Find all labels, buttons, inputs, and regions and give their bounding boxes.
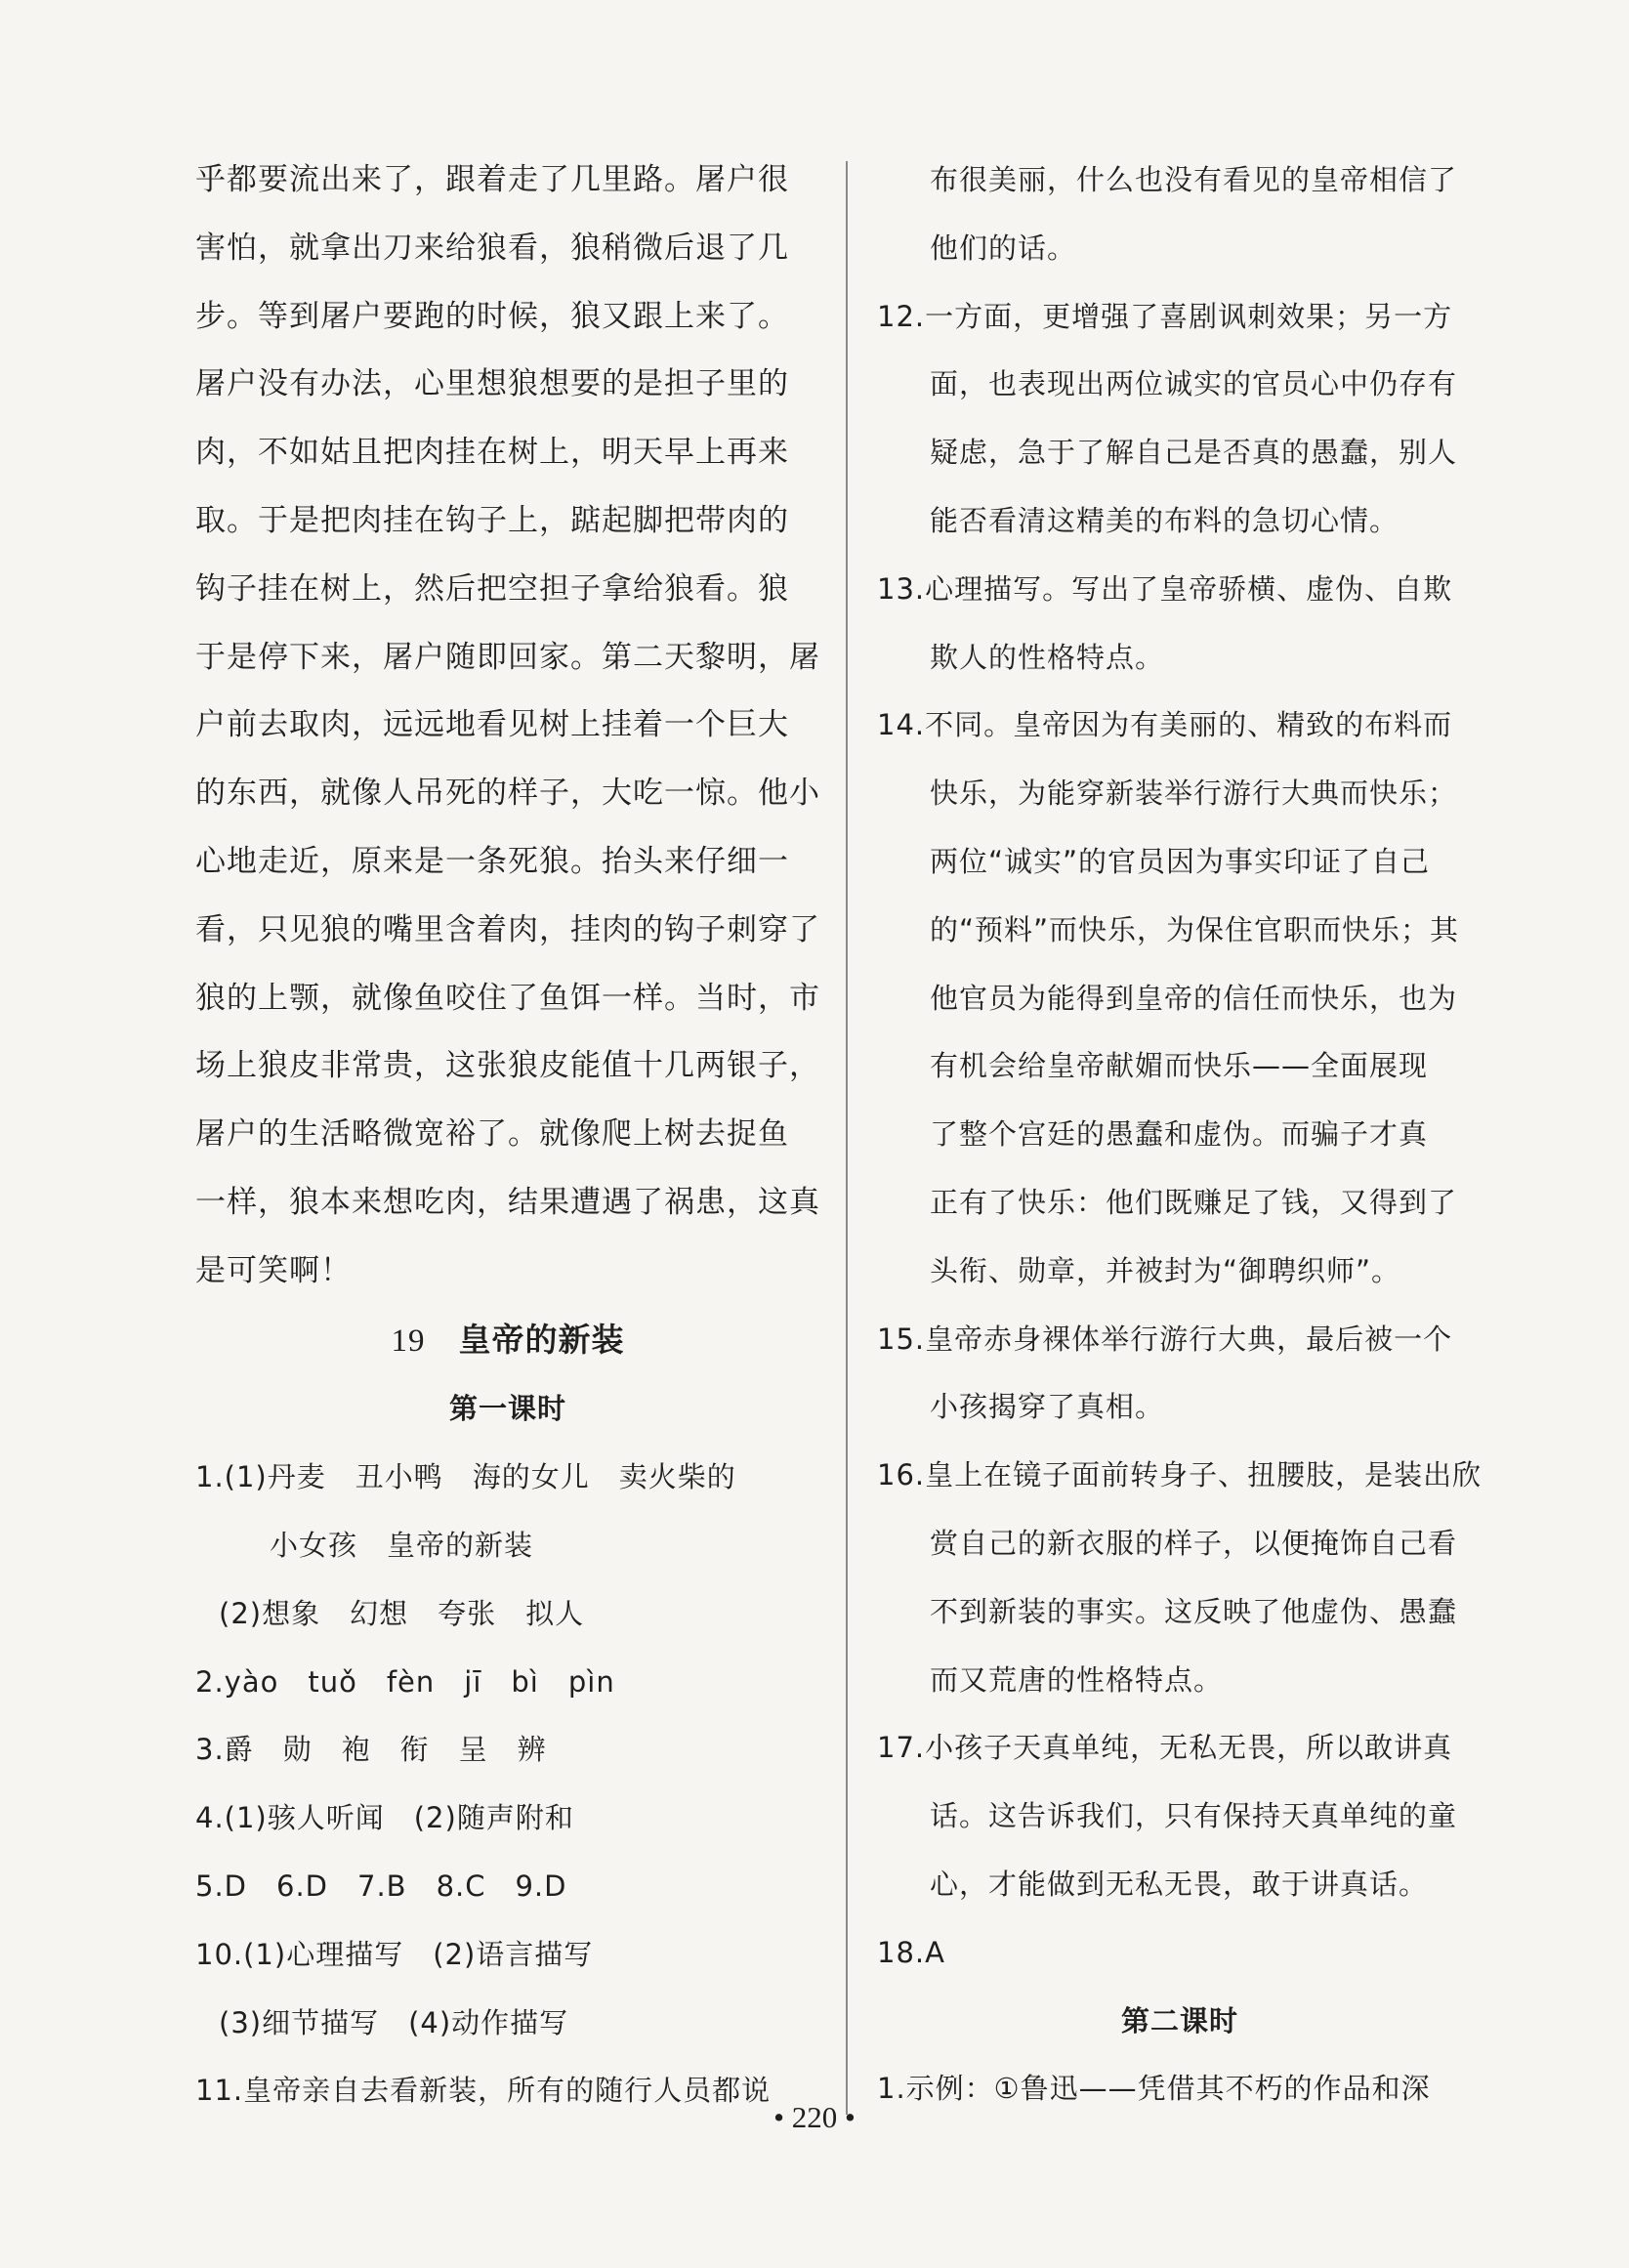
text-line: 于是停下来，屠户随即回家。第二天黎明，屠	[195, 639, 820, 675]
answer-line: 12.一方面，更增强了喜剧讽刺效果；另一方	[877, 299, 1453, 333]
text-line: 乎都要流出来了，跟着走了几里路。屠户很	[195, 162, 789, 197]
answer-5-9: 5.D 6.D 7.B 8.C 9.D	[195, 1869, 567, 1903]
text-line: 场上狼皮非常贵，这张狼皮能值十几两银子，	[195, 1048, 820, 1084]
text-line: 的东西，就像人吊死的样子，大吃一惊。他小	[195, 776, 820, 812]
answer-line: 13.心理描写。写出了皇帝骄横、虚伪、自欺	[877, 571, 1453, 606]
answer-line: 小孩揭穿了真相。	[930, 1390, 1165, 1424]
answer-line: 而又荒唐的性格特点。	[930, 1662, 1224, 1697]
lesson-title: 第一课时	[448, 1392, 566, 1426]
answer-10-line-1: 10.(1)心理描写 (2)语言描写	[195, 1937, 594, 1971]
answer-line: 布很美丽，什么也没有看见的皇帝相信了	[930, 163, 1458, 196]
text-line: 钩子挂在树上，然后把空担子拿给狼看。狼	[195, 570, 789, 607]
text-line: 害怕，就拿出刀来给狼看，狼稍微后退了几	[195, 230, 789, 266]
answer-line: 有机会给皇帝献媚而快乐——全面展现	[930, 1049, 1429, 1083]
text-line: 屠户没有办法，心里想狼想要的是担子里的	[195, 366, 789, 402]
answer-line: 疑虑，急于了解自己是否真的愚蠢，别人	[930, 436, 1458, 470]
left-column	[195, 147, 820, 2125]
text-line: 户前去取肉，远远地看见树上挂着一个巨大	[195, 707, 789, 743]
answer-1-line-1: 1.(1)丹麦 丑小鸭 海的女儿 卖火柴的	[195, 1460, 736, 1494]
answer-line: 18.A	[877, 1935, 945, 1969]
answer-1-line-2: 小女孩 皇帝的新装	[270, 1528, 534, 1562]
text-line: 取。于是把肉挂在钩子上，踮起脚把带肉的	[195, 502, 789, 538]
answer-line: 欺人的性格特点。	[930, 640, 1165, 674]
answer-1-line-3: (2)想象 幻想 夸张 拟人	[219, 1596, 585, 1630]
answer-line: 17.小孩子天真单纯，无私无畏，所以敢讲真	[877, 1731, 1453, 1765]
answer-line: 15.皇帝赤身裸体举行游行大典，最后被一个	[877, 1322, 1453, 1356]
answer-2: 2.yào tuǒ fèn jī bì pìn	[195, 1664, 615, 1699]
answer-line: 他们的话。	[930, 231, 1077, 265]
lesson-2-answer-1: 1.示例：①鲁迅——凭借其不朽的作品和深	[877, 2072, 1431, 2106]
text-line: 狼的上颚，就像鱼咬住了鱼饵一样。当时，市	[195, 980, 820, 1016]
answer-line: 16.皇上在镜子面前转身子、扭腰肢，是装出欣	[877, 1458, 1483, 1492]
answer-line: 能否看清这精美的布料的急切心情。	[930, 503, 1399, 537]
text-line: 心地走近，原来是一条死狼。抬头来仔细一	[195, 843, 789, 879]
text-line: 是可笑啊！	[195, 1252, 352, 1288]
answer-line: 头衔、勋章，并被封为“御聘织师”。	[930, 1253, 1401, 1287]
answer-line: 赏自己的新衣服的样子，以便掩饰自己看	[930, 1526, 1458, 1560]
section-title-text: 皇帝的新装	[458, 1320, 625, 1359]
text-line: 肉，不如姑且把肉挂在树上，明天早上再来	[195, 435, 789, 471]
answer-line: 的“预料”而快乐，为保住官职而快乐；其	[930, 912, 1460, 946]
answer-4: 4.(1)骇人听闻 (2)随声附和	[195, 1801, 574, 1835]
answer-line: 两位“诚实”的官员因为事实印证了自己	[930, 844, 1431, 878]
answer-3: 3.爵 勋 袍 衔 呈 辨	[195, 1733, 547, 1767]
answer-10-line-2: (3)细节描写 (4)动作描写	[219, 2005, 569, 2039]
answer-line: 14.不同。皇帝因为有美丽的、精致的布料而	[877, 708, 1453, 742]
text-line: 屠户的生活略微宽裕了。就像爬上树去捉鱼	[195, 1116, 789, 1153]
text-line: 步。等到屠户要跑的时候，狼又跟上来了。	[195, 298, 789, 334]
right-answers	[877, 147, 1483, 1988]
right-column	[877, 147, 1483, 2123]
section-number: 19	[391, 1323, 426, 1359]
answer-line: 他官员为能得到皇帝的信任而快乐，也为	[930, 981, 1458, 1015]
answer-line: 不到新装的事实。这反映了他虚伪、愚蠢	[930, 1594, 1458, 1628]
answer-11-line-1: 11.皇帝亲自去看新装，所有的随行人员都说	[195, 2074, 772, 2108]
answer-line: 面，也表现出两位诚实的官员心中仍存有	[930, 367, 1458, 401]
answer-line: 了整个宫廷的愚蠢和虚伪。而骗子才真	[930, 1117, 1429, 1152]
text-line: 看，只见狼的嘴里含着肉，挂肉的钩子刺穿了	[195, 911, 820, 947]
answer-line: 快乐，为能穿新装举行游行大典而快乐；	[930, 777, 1458, 811]
answer-line: 心，才能做到无私无畏，敢于讲真话。	[930, 1867, 1429, 1901]
text-line: 一样，狼本来想吃肉，结果遭遇了祸患，这真	[195, 1184, 820, 1220]
story-text	[195, 147, 820, 1306]
answer-line: 正有了快乐：他们既赚足了钱，又得到了	[930, 1185, 1458, 1219]
section-title	[195, 1306, 820, 1376]
lesson-2-title: 第二课时	[1120, 2003, 1238, 2037]
answer-line: 话。这告诉我们，只有保持天真单纯的童	[930, 1799, 1458, 1833]
column-divider	[846, 161, 848, 2115]
page-number: • 220 •	[773, 2100, 856, 2134]
